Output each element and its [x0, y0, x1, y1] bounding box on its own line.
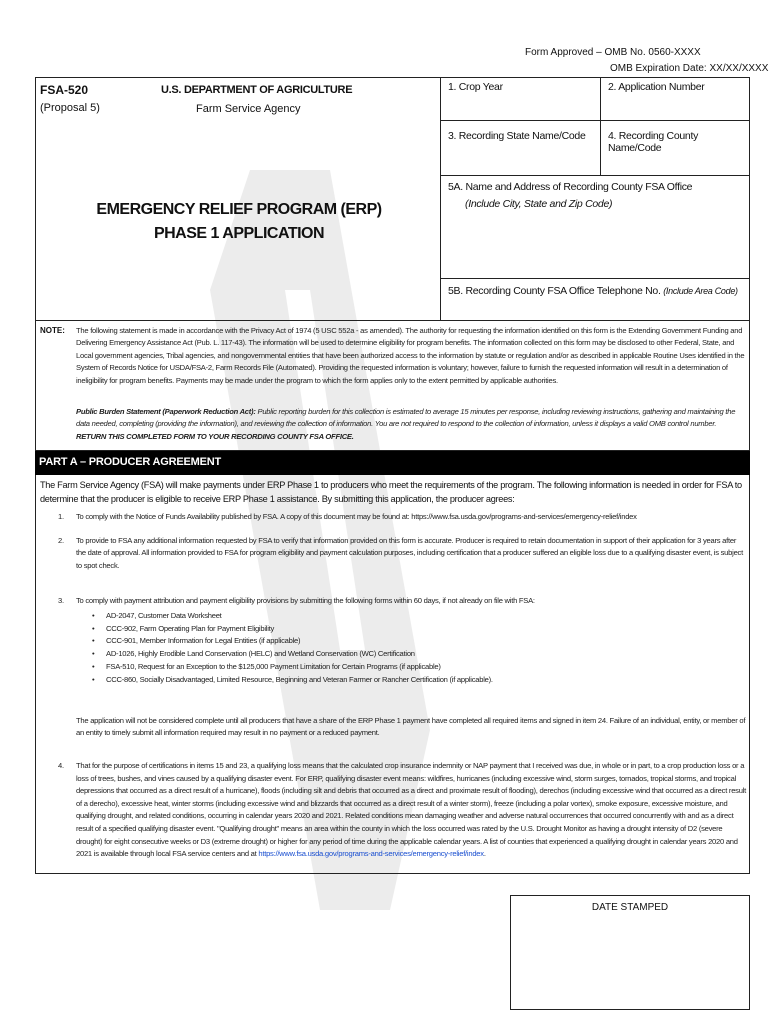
list-item: • AD-1026, Highly Erodible Land Conservation (HELC) and Wetland Conservation (WC) Certification: [76, 648, 746, 661]
emergency-relief-link[interactable]: https://www.fsa.usda.gov/programs-and-services/emergency-relief/index: [258, 849, 484, 859]
omb-approved: Form Approved – OMB No. 0560-XXXX: [525, 47, 701, 58]
item-3: To comply with payment attribution and payment eligibility provisions by submitting the following forms within 60 days, if not already on file with FSA:: [76, 596, 535, 605]
date-stamped-label: DATE STAMPED: [591, 902, 669, 913]
part-a-header: PART A – PRODUCER AGREEMENT: [35, 451, 750, 475]
office-phone-field[interactable]: 5B. Recording County FSA Office Telephone No. (Include Area Code): [440, 278, 750, 321]
privacy-statement: The following statement is made in accordance with the Privacy Act of 1974 (5 USC 552a - as amended). The authority for requesting the information identified on this form is the Extending Government Funding and Delivering Emergency Assistance Act (Pub. L. 117-43). The information will be used to determine eligibility for program benefits. The information collected on this form may be disclosed to other Federal, State, and Local government agencies, Tribal agencies, and nongovernmental entities that have been authorized access to the information by statute or regulation and/or as described in applicable Routine Uses identified in the System of Records Notice for USDA/FSA-2, Farm Records File (Automated). Providing the requested information is voluntary; however, failure to furnish the requested information will result in a determination of ineligibility for program benefits. Payments may be made under the program to which the form applies only to the extent permitted by applicable authorities.: [76, 326, 745, 385]
title-line1: EMERGENCY RELIEF PROGRAM (ERP): [96, 201, 382, 218]
omb-expiration: OMB Expiration Date: XX/XX/XXXX: [610, 63, 769, 74]
item-1: To comply with the Notice of Funds Availability published by FSA. A copy of this document may be found at: https://www.fsa.usda.gov/programs-and-services/emergency-relief/index: [76, 512, 637, 521]
burden-statement: Public Burden Statement (Paperwork Reduction Act): Public reporting burden for this collection is estimated to average 15 minutes per response, including reviewing instructions, gathering and maintaining the data needed, completing (providing the information), and reviewing the collection of information. You are not required to respond to the collection of information, unless it displays a valid OMB control number. RETURN THIS COMPLETED FORM TO YOUR RECORDING COUNTY FSA OFFICE.: [76, 407, 736, 441]
department: U.S. DEPARTMENT OF AGRICULTURE: [161, 84, 353, 96]
form-number: FSA-520: [40, 83, 89, 97]
item-2: To provide to FSA any additional information requested by FSA to verify that information provided on this form is accurate. Producer is required to retain documentation in support of their application for 3 years after the date of approval. All information provided to FSA for program eligibility and payment calculation purposes, including certification that a producer suffered an eligible loss due to a qualifying disaster event, is subject to spot check.: [76, 536, 743, 570]
application-number-field[interactable]: 2. Application Number: [600, 77, 750, 121]
part-a-section: The Farm Service Agency (FSA) will make payments under ERP Phase 1 to producers who meet the requirements of the program. The following information is needed in order for FSA to determine that the producer is eligible to receive ERP Phase 1 assistance. By submitting this application, the producer agrees: 1. To comply with the Notice of Funds Availability published by FSA. A copy of this document may be found at: https://www.fsa.usda.gov/programs-and-services/emergency-relief/index 2. To provide to FSA any additional information requested by FSA to verify that information provided on this form is accurate. Producer is required to retain documentation in support of their application for 3 years after the date of approval. All information provided to FSA for program eligibility and payment calculation purposes, including certification that a producer suffered an eligible loss due to a qualifying disaster event, is subject to spot check. 3. To comply with payment attribution and payment eligibility provisions by submitting the following forms within 60 days, if not already on file with FSA: • AD-2047, Customer Data Worksheet • CCC-902, Farm Operating Plan for Payment Eligibility • CCC-901, Member Information for Legal Entities (if applicable) • AD-1026, Highly Erodible Land Conservation (HELC) and Wetland Conservation (WC) Certification • FSA-510, Request for an Exception to the $125,000 Payment Limitation for Certain Programs (if applicable) • CCC-860, Socially Disadvantaged, Limited Resource, Beginning and Veteran Farmer or Rancher Certification (if applicable). The application will not be considered complete until all producers that have a share of the ERP Phase 1 payment have completed all required items and signed in item 24. Failure of an individual, entity, or member of an entity to timely submit all information required may result in no payment or a reduced payment. 4. That for the purpose of certifications in items 15 and 23, a qualifying loss means that the calculated crop insurance indemnity or NAP payment that I received was due, in whole or in part, to a crop production loss or a loss of trees, bushes, and vines caused by a qualifying disaster event. For ERP, qualifying disaster event means: wildfires, hurricanes (including excessive wind, storm surges, tornados, tropical storms, and tropical depressions that occurred as a direct result of a hurricane), floods (including silt and debris that occurred as a direct and proximate result of flooding), derechos (including excessive wind that occurred as a direct result of a derecho), excessive heat, winter storms (including excessive wind and blizzards that occurred as a direct result of a winter storm), freeze (including a polar vortex), smoke exposure, excessive moisture, and qualifying drought, and related conditions, occurring in calendar years 2020 and 2021. Related conditions mean damaging weather and adverse natural occurrences that occurred concurrently with and as a direct result of a specified qualifying disaster event. "Qualifying drought" means an area within the county in which the loss occurred was rated by the U.S. Drought Monitor as having a drought intensity of D2 (severe drought) for eight consecutive weeks or D3 (extreme drought) or higher for any period of time during the applicable calendar years. A list of counties that experienced a qualifying drought in calendar years 2020 and 2021 is available through local FSA service centers and at https://www.fsa.usda.gov/programs-and-services/emergency-relief/index.: [35, 475, 750, 874]
list-item: • FSA-510, Request for an Exception to the $125,000 Payment Limitation for Certain Programs (if applicable): [76, 661, 746, 674]
state-field[interactable]: 3. Recording State Name/Code: [440, 120, 601, 176]
list-item: • CCC-901, Member Information for Legal Entities (if applicable): [76, 635, 746, 648]
list-item: • AD-2047, Customer Data Worksheet: [76, 610, 746, 623]
item-3-note: The application will not be considered complete until all producers that have a share of the ERP Phase 1 payment have completed all required items and signed in item 24. Failure of an individual, entity, or member of an entity to timely submit all information required may result in no payment or a reduced payment.: [76, 716, 746, 738]
header-left: [35, 77, 441, 321]
note-label: NOTE:: [40, 326, 65, 335]
part-a-intro: The Farm Service Agency (FSA) will make payments under ERP Phase 1 to producers who meet the requirements of the program. The following information is needed in order for FSA to determine that the producer is eligible to receive ERP Phase 1 assistance. By submitting this application, the producer agrees:: [40, 480, 742, 504]
date-stamped-box: [510, 895, 750, 1010]
list-item: • CCC-860, Socially Disadvantaged, Limited Resource, Beginning and Veteran Farmer or Rancher Certification (if applicable).: [76, 674, 746, 687]
agency: Farm Service Agency: [196, 103, 301, 115]
note-section: [35, 320, 750, 451]
county-field[interactable]: 4. Recording County Name/Code: [600, 120, 750, 176]
office-name-field[interactable]: 5A. Name and Address of Recording County FSA Office (Include City, State and Zip Code): [440, 175, 750, 279]
required-forms-list: [76, 610, 746, 686]
title-line2: PHASE 1 APPLICATION: [153, 225, 325, 242]
list-item: • CCC-902, Farm Operating Plan for Payment Eligibility: [76, 623, 746, 636]
proposal: (Proposal 5): [40, 102, 100, 114]
item-4: That for the purpose of certifications in items 15 and 23, a qualifying loss means that the calculated crop insurance indemnity or NAP payment that I received was due, in whole or in part, to a crop production loss or a loss of trees, bushes, and vines caused by a qualifying disaster event. For ERP, qualifying disaster event means: wildfires, hurricanes (including excessive wind, storm surges, tornados, tropical storms, and tropical depressions that occurred as a direct result of a hurricane), floods (including silt and debris that occurred as a direct and proximate result of flooding), derechos (including excessive wind that occurred as a direct result of a derecho), excessive heat, winter storms (including excessive wind and blizzards that occurred as a direct result of a winter storm), freeze (including a polar vortex), smoke exposure, excessive moisture, and qualifying drought, and related conditions, occurring in calendar years 2020 and 2021. Related conditions mean damaging weather and adverse natural occurrences that occurred concurrently with and as a direct result of a specified qualifying disaster event. "Qualifying drought" means an area within the county in which the loss occurred was rated by the U.S. Drought Monitor as having a drought intensity of D2 (severe drought) for eight consecutive weeks or D3 (extreme drought) or higher for any period of time during the applicable calendar years. A list of counties that experienced a qualifying drought in calendar years 2020 and 2021 is available through local FSA service centers and at https://www.fsa.usda.gov/programs-and-services/emergency-relief/index.: [76, 761, 746, 859]
crop-year-field[interactable]: 1. Crop Year: [440, 77, 601, 121]
